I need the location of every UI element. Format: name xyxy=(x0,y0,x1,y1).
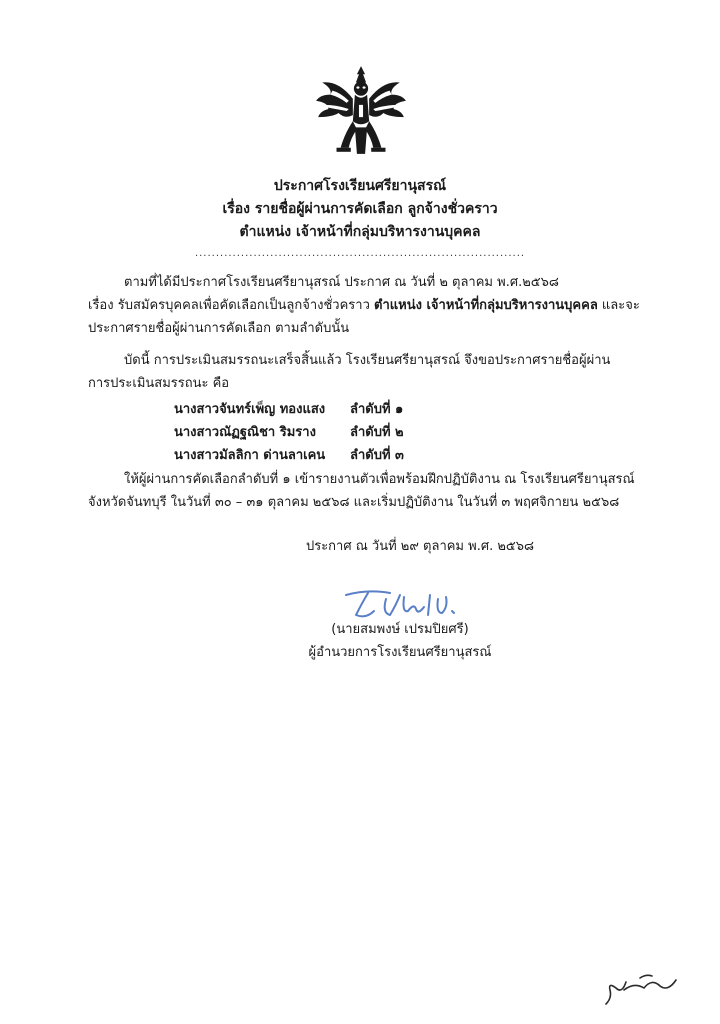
paragraph-1-line-1: ตามที่ได้มีประกาศโรงเรียนศรียานุสรณ์ ประกาศ ณ วันที่ ๒ ตุลาคม พ.ศ.๒๕๖๘ xyxy=(124,275,559,290)
header-line-1: ประกาศโรงเรียนศรียานุสรณ์ xyxy=(273,178,447,194)
paragraph-1-line-3: ประกาศรายชื่อผู้ผ่านการคัดเลือก ตามลำดับนั้น xyxy=(88,321,350,336)
header-line-2: เรื่อง รายชื่อผู้ผ่านการคัดเลือก ลูกจ้างชั่วคราว xyxy=(222,201,498,217)
paragraph-1-text: เรื่อง รับสมัครบุคคลเพื่อคัดเลือกเป็นลูกจ้างชั่วคราว xyxy=(88,298,375,313)
paragraph-3-line-1: ให้ผู้ผ่านการคัดเลือกลำดับที่ ๑ เข้ารายงานตัวเพื่อพร้อมฝึกปฏิบัติงาน ณ โรงเรียนศรียานุสรณ์ xyxy=(124,472,635,487)
candidate-name-2: นางสาวณัฏฐณิชา ริมราง xyxy=(174,425,316,440)
candidate-name-1: นางสาวจันทร์เพ็ญ ทองแสง xyxy=(174,402,326,417)
candidate-name-3: นางสาวมัลลิกา ด่านลาเคน xyxy=(174,448,326,463)
signatory-name: (นายสมพงษ์ เปรมปิยศรี) xyxy=(331,622,469,637)
signatory-position: ผู้อำนวยการโรงเรียนศรียานุสรณ์ xyxy=(308,645,492,660)
paragraph-2-line-2: การประเมินสมรรถนะ คือ xyxy=(88,376,230,391)
header-divider: ............................................................................... xyxy=(194,248,526,259)
paragraph-2-line-1: บัดนี้ การประเมินสมรรถนะเสร็จสิ้นแล้ว โรงเรียนศรียานุสรณ์ จึงขอประกาศรายชื่อผู้ผ่าน xyxy=(124,353,611,368)
paragraph-3-line-2: จังหวัดจันทบุรี ในวันที่ ๓๐ – ๓๑ ตุลาคม ๒๕๖๘ และเริ่มปฏิบัติงาน ในวันที่ ๓ พฤศจิกายน ๒๕๖๘ xyxy=(88,495,620,510)
paragraph-1-tail: และจะ xyxy=(597,298,640,313)
garuda-emblem xyxy=(310,60,412,162)
header-line-3: ตำแหน่ง เจ้าหน้าที่กลุ่มบริหารงานบุคคล xyxy=(239,224,481,240)
position-title-bold: ตำแหน่ง เจ้าหน้าที่กลุ่มบริหารงานบุคคล xyxy=(374,298,598,313)
candidate-rank-3: ลำดับที่ ๓ xyxy=(350,448,404,463)
candidate-rank-1: ลำดับที่ ๑ xyxy=(350,402,404,417)
initial-mark xyxy=(600,968,680,1008)
paragraph-1-line-2 xyxy=(88,295,640,317)
candidate-rank-2: ลำดับที่ ๒ xyxy=(350,425,404,440)
announcement-date: ประกาศ ณ วันที่ ๒๙ ตุลาคม พ.ศ. ๒๕๖๘ xyxy=(305,539,535,554)
